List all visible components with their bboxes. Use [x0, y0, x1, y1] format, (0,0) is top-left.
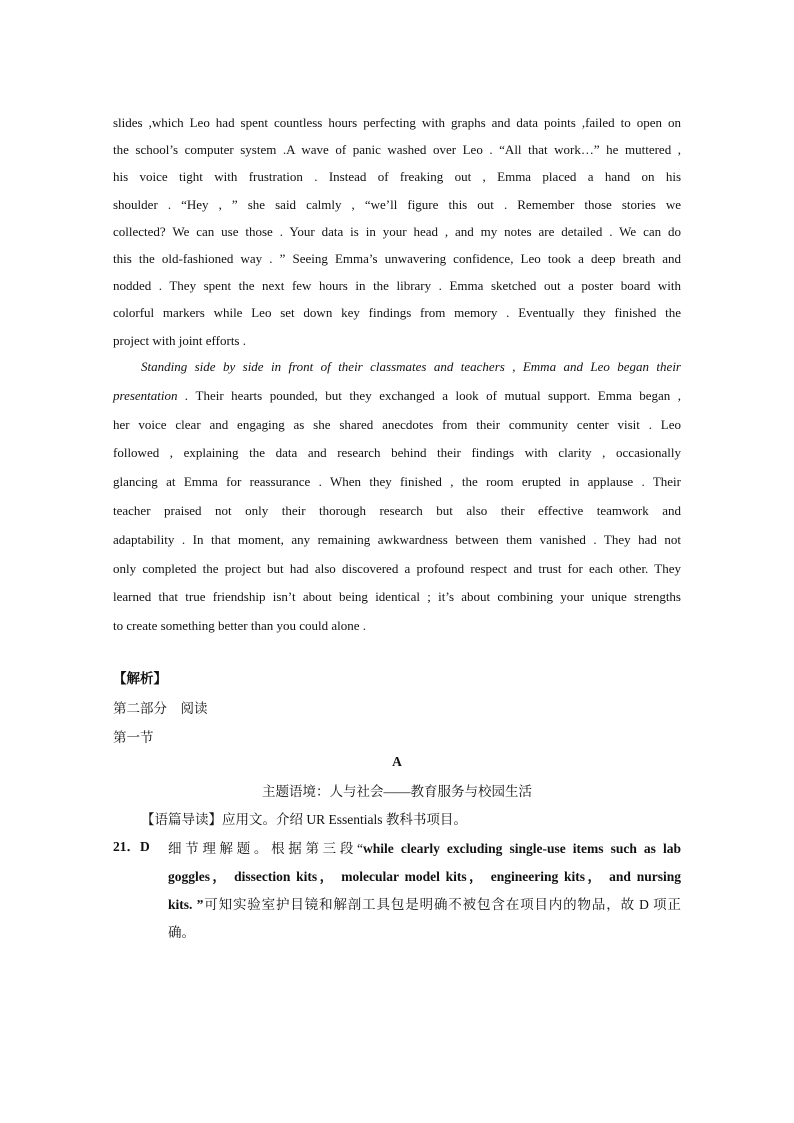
text-line: teacher praised not only their thorough research but also their effective teamwork and — [113, 502, 681, 518]
part-heading: 第二部分 阅读 — [113, 701, 208, 716]
text-line: 确。 — [168, 925, 195, 940]
text-run: 可知实验室护目镜和解剖工具包是明确不被包含在项目内的物品，故 D 项正 — [203, 897, 682, 912]
story-paragraph-1 — [113, 109, 681, 354]
text-line: this the old-fashioned way . ” Seeing Emma’s unwavering confidence, Leo took a deep breath and — [113, 250, 681, 266]
text-line: the school’s computer system .A wave of panic washed over Leo . “All that work…” he muttered , — [113, 142, 681, 158]
text-line: to create something better than you could alone . — [113, 618, 367, 634]
quoted-bold-text: goggles， dissection kits， molecular model kits， engineering kits， and nursing — [168, 869, 681, 884]
text-line: collected? We can use those . Your data is in your head , and my notes are detailed . We can do — [113, 223, 681, 239]
answer-21 — [113, 835, 681, 955]
text-line: slides ,which Leo had spent countless hours perfecting with graphs and data points ,failed to open on — [113, 115, 681, 130]
text-line: adaptability . In that moment, any remaining awkwardness between them vanished . They had not — [113, 531, 681, 547]
story-paragraph-2 — [113, 353, 681, 641]
text-line: her voice clear and engaging as she shared anecdotes from their community center visit . Leo — [113, 416, 681, 432]
answer-number: 21．D — [113, 839, 150, 854]
italic-text: presentation . — [113, 387, 189, 403]
passage-letter: A — [392, 754, 402, 769]
section-heading: 第一节 — [113, 730, 154, 745]
text-line: project with joint efforts . — [113, 332, 246, 348]
text-line: his voice tight with frustration . Instead of freaking out , Emma placed a hand on his — [113, 169, 681, 185]
text-line: glancing at Emma for reassurance . When they finished , the room erupted in applause . Their — [113, 474, 681, 490]
text-line: learned that true friendship isn’t about being identical ; it’s about combining your unique strengths — [113, 589, 681, 605]
text-line: colorful markers while Leo set down key findings from memory . Eventually they finished the — [113, 305, 681, 321]
answer-explanation — [168, 835, 681, 947]
passage-guide: 【语篇导读】应用文。介绍 UR Essentials 教科书项目。 — [141, 812, 467, 827]
quoted-bold-text: kits. ” — [168, 897, 204, 912]
text-line — [168, 835, 681, 863]
text-line — [113, 382, 681, 411]
theme-context: 主题语境：人与社会——教育服务与校园生活 — [262, 784, 532, 799]
quoted-bold-text: while clearly excluding single-use items such as lab — [363, 841, 681, 856]
text-line: nodded . They spent the next few hours in the library . Emma sketched out a poster board with — [113, 278, 681, 294]
text-line: followed , explaining the data and research behind their findings with clarity , occasionally — [113, 445, 681, 461]
text-run: Their hearts pounded, but they exchanged a look of mutual support. Emma began , — [188, 387, 682, 403]
analysis-heading: 【解析】 — [113, 671, 167, 686]
text-line — [168, 891, 681, 919]
text-line-italic: Standing side by side in front of their classmates and teachers , Emma and Leo began their — [141, 359, 681, 374]
text-line: shoulder . “Hey , ” she said calmly , “we’ll figure this out . Remember those stories we — [113, 196, 681, 212]
text-line: only completed the project but had also discovered a profound respect and trust for each other. They — [113, 560, 681, 576]
text-run: 细节理解题。根据第三段“ — [168, 841, 364, 856]
